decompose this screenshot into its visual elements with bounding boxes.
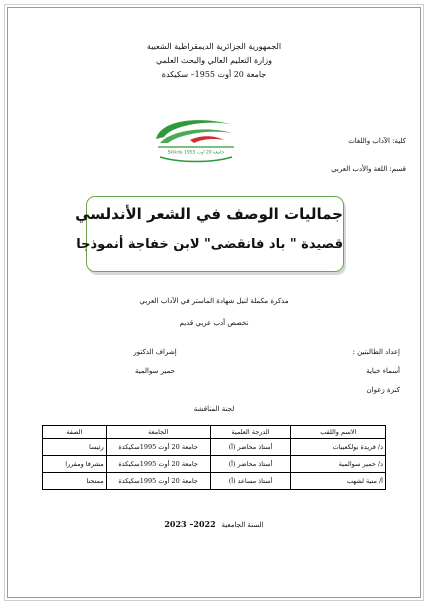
member-university: جامعة 20 أوت 1995سكيكدة [106, 456, 210, 473]
header-university: الجامعة [106, 426, 210, 439]
academic-year [0, 519, 428, 529]
specialty-line: تخصص أدب عربي قديم [179, 319, 249, 327]
logo-text: Skikda 1955 جامعة 20 أوت [167, 150, 225, 156]
table-header-row [43, 426, 386, 439]
supervisor-label: إشراف الدكتور [133, 348, 177, 356]
committee-table [42, 425, 386, 490]
college-line: كلية: الآداب واللغات [348, 137, 406, 145]
prepared-label: إعداد الطالبتين : [352, 348, 400, 356]
committee-title: لجنة المناقشة [193, 405, 235, 413]
academic-year-label: السنة الجامعية [221, 521, 264, 529]
supervisor-column [100, 343, 210, 381]
member-university: جامعة 20 أوت 1995سكيكدة [106, 473, 210, 490]
department-line: قسم: اللغة والأدب العربي [331, 165, 406, 173]
faculty-info [286, 127, 406, 183]
university-logo [150, 113, 242, 165]
student-name: كنزة زعوان [366, 386, 400, 394]
university-line: جامعة 20 أوت 1955– سكيكدة [161, 70, 267, 79]
member-role: رئيسا [43, 439, 107, 456]
table-row [43, 456, 386, 473]
republic-line: الجمهورية الجزائرية الديمقراطية الشعبية [146, 42, 282, 51]
header-name: الاسم واللقب [291, 426, 386, 439]
supervisor-name: حمير سوالمية [134, 367, 176, 375]
thesis-title: جماليات الوصف في الشعر الأندلسي [75, 205, 343, 223]
member-name: أ/ منية لشهب [291, 473, 386, 490]
header [0, 40, 428, 82]
header-rank: الدرجة العلمية [210, 426, 291, 439]
academic-year-value: 2022– 2023 [164, 519, 216, 529]
member-name: د/ حمير سوالمية [291, 456, 386, 473]
member-rank: أستاذ محاضر (أ) [210, 439, 291, 456]
credits [40, 343, 400, 403]
member-university: جامعة 20 أوت 1995سكيكدة [106, 439, 210, 456]
table-row [43, 473, 386, 490]
member-rank: أستاذ محاضر (أ) [210, 456, 291, 473]
thesis-title-box [75, 196, 344, 272]
table-row [43, 439, 386, 456]
degree-info [0, 290, 428, 334]
member-rank: أستاذ مساعد (أ) [210, 473, 291, 490]
student-name: أسماء خباية [366, 367, 400, 375]
memo-line: مذكرة مكملة لنيل شهادة الماستر في الآداب العربي [139, 297, 289, 305]
header-role: الصفة [43, 426, 107, 439]
member-name: د/ فريدة بولكعيبات [291, 439, 386, 456]
students-column [260, 343, 400, 400]
ministry-line: وزارة التعليم العالي والبحث العلمي [156, 56, 272, 65]
member-role: ممتحنا [43, 473, 107, 490]
thesis-subtitle: قصيدة " باد فانقضى" لابن خفاجة أنموذجا [76, 237, 343, 252]
member-role: مشرفا ومقررا [43, 456, 107, 473]
